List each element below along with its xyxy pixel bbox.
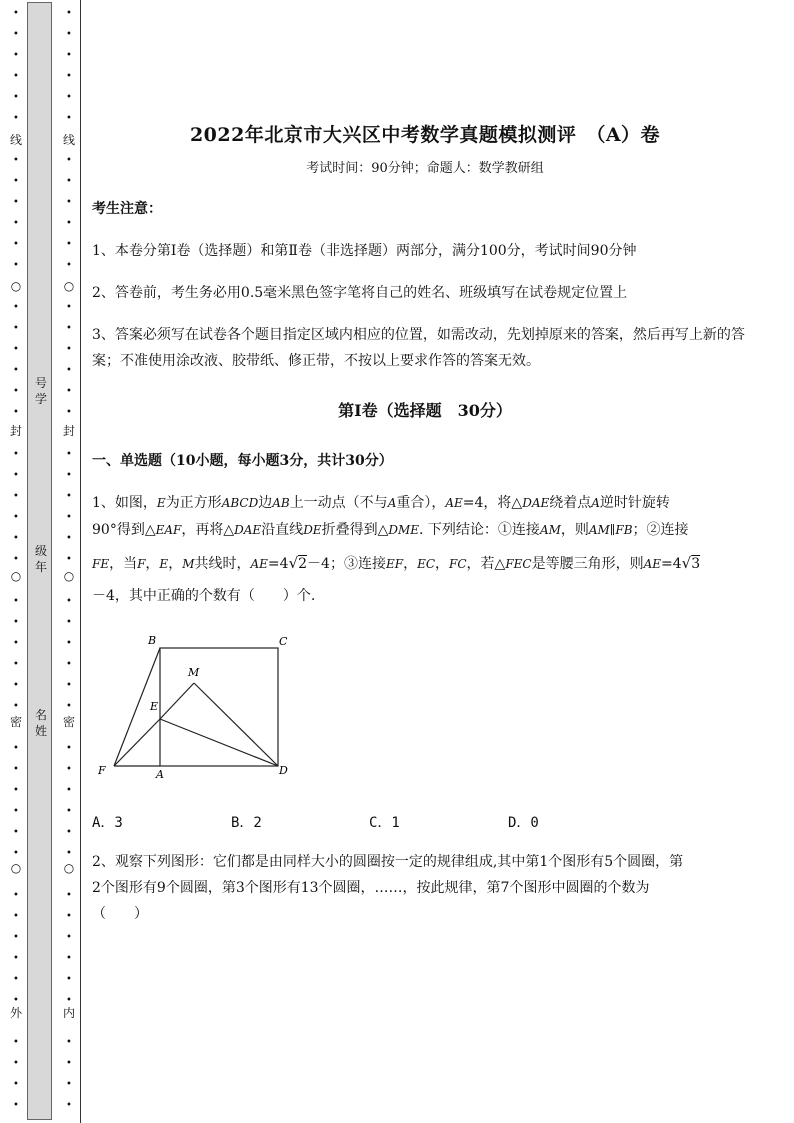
circle-mark: ○: [10, 279, 22, 293]
segment-em: [160, 683, 194, 719]
dot-mark: •: [66, 785, 72, 796]
dot-mark: •: [66, 218, 72, 229]
dot-mark: •: [13, 743, 19, 754]
dot-mark: •: [66, 8, 72, 19]
question-1-option-d: D．0: [508, 815, 539, 831]
dot-mark: •: [13, 8, 19, 19]
dot-mark: •: [13, 197, 19, 208]
page-title: 2022年北京市大兴区中考数学真题模拟测评 （A）卷: [189, 124, 661, 146]
dot-mark: •: [66, 449, 72, 460]
circle-mark: ○: [10, 861, 22, 875]
section-title: 第Ⅰ卷（选择题 30分）: [338, 401, 512, 420]
dot-mark: •: [13, 785, 19, 796]
dot-mark: •: [13, 848, 19, 859]
point-label: A: [156, 768, 164, 781]
dot-mark: •: [66, 365, 72, 376]
dot-mark: •: [66, 953, 72, 964]
dot-mark: •: [66, 239, 72, 250]
dot-mark: •: [66, 1100, 72, 1111]
circle-mark: ○: [63, 279, 75, 293]
binding-label: 内: [63, 1006, 76, 1020]
binding-label: 封: [63, 424, 76, 438]
point-label: F: [98, 764, 106, 777]
dot-mark: •: [66, 974, 72, 985]
circle-mark: ○: [10, 569, 22, 583]
dot-mark: •: [66, 71, 72, 82]
dot-mark: •: [13, 155, 19, 166]
point-label: B: [148, 634, 157, 647]
dot-mark: •: [13, 71, 19, 82]
dot-mark: •: [13, 638, 19, 649]
binding-label: 封: [10, 424, 23, 438]
dot-mark: •: [13, 932, 19, 943]
binding-label: 外: [10, 1006, 23, 1020]
binding-label: 线: [10, 133, 23, 147]
question-1-line-4: －4，其中正确的个数有（ ）个.: [92, 588, 316, 604]
dot-mark: •: [66, 911, 72, 922]
dot-mark: •: [66, 260, 72, 271]
dot-mark: •: [66, 932, 72, 943]
dot-mark: •: [13, 302, 19, 313]
dot-mark: •: [66, 680, 72, 691]
grade-field-label: 级年: [34, 544, 47, 574]
dot-mark: •: [66, 617, 72, 628]
name-field-label: 名姓: [34, 708, 47, 738]
notice-item-2: 2、答卷前，考生务必用0.5毫米黑色签字笔将自己的姓名、班级填写在试卷规定位置上: [92, 285, 628, 301]
dot-mark: •: [13, 113, 19, 124]
question-2-line-1: 2、观察下列图形：它们都是由同样大小的圆圈按一定的规律组成,其中第1个图形有5个圆圈，第: [92, 854, 684, 870]
dot-mark: •: [13, 323, 19, 334]
point-label: E: [150, 700, 159, 713]
point-label: D: [279, 764, 288, 777]
dot-mark: •: [66, 1058, 72, 1069]
dot-mark: •: [13, 701, 19, 712]
dot-mark: •: [13, 239, 19, 250]
dot-mark: •: [13, 1100, 19, 1111]
binding-label: 密: [10, 715, 23, 729]
part-heading: 一、单选题（10小题，每小题3分，共计30分）: [92, 453, 393, 469]
question-1-line-1: 1、如图，E为正方形ABCD边AB上一动点（不与A重合），AE=4，将△DAE绕着点A逆时针旋转: [92, 495, 670, 511]
dot-mark: •: [13, 533, 19, 544]
binding-frame-line: [80, 0, 81, 1123]
dot-mark: •: [66, 554, 72, 565]
dot-mark: •: [66, 827, 72, 838]
question-1-option-c: C．1: [369, 815, 400, 831]
student-id-field-label: 号学: [34, 376, 47, 406]
dot-mark: •: [66, 1079, 72, 1090]
question-1-figure: [92, 628, 322, 788]
dot-mark: •: [13, 1079, 19, 1090]
dot-mark: •: [66, 806, 72, 817]
dot-mark: •: [66, 491, 72, 502]
dot-mark: •: [13, 449, 19, 460]
dot-mark: •: [13, 50, 19, 61]
dot-mark: •: [66, 407, 72, 418]
dot-mark: •: [66, 92, 72, 103]
question-1-option-a: A．3: [92, 815, 123, 831]
dot-mark: •: [13, 827, 19, 838]
dot-mark: •: [66, 29, 72, 40]
dot-mark: •: [66, 995, 72, 1006]
dot-mark: •: [13, 680, 19, 691]
dot-mark: •: [13, 596, 19, 607]
dot-mark: •: [66, 1037, 72, 1048]
dot-mark: •: [13, 1058, 19, 1069]
dot-mark: •: [66, 113, 72, 124]
dot-mark: •: [13, 554, 19, 565]
exam-info: 考试时间：90分钟；命题人：数学教研组: [306, 161, 544, 176]
notice-item-3: 3、答案必须写在试卷各个题目指定区域内相应的位置，如需改动，先划掉原来的答案，然后再写上新的答案；不准使用涂改液、胶带纸、修正带，不按以上要求作答的答案无效。: [92, 327, 745, 369]
binding-label: 密: [63, 715, 76, 729]
notice-heading: 考生注意：: [92, 201, 162, 217]
notice-item-1: 1、本卷分第Ⅰ卷（选择题）和第Ⅱ卷（非选择题）两部分，满分100分，考试时间90分钟: [92, 243, 637, 259]
dot-mark: •: [13, 995, 19, 1006]
question-1-line-3: FE，当F，E，M共线时，AE=4√2－4；③连接EF，EC，FC，若△FEC是等腰三角形，则AE=4√3: [92, 554, 701, 572]
binding-label: 线: [63, 133, 76, 147]
point-label: C: [279, 635, 288, 648]
dot-mark: •: [66, 197, 72, 208]
dot-mark: •: [13, 512, 19, 523]
inner-dotted-line: [63, 0, 75, 1123]
dot-mark: •: [66, 596, 72, 607]
outer-dotted-line: [10, 0, 22, 1123]
dot-mark: •: [13, 407, 19, 418]
question-1-line-2: 90°得到△EAF，再将△DAE沿直线DE折叠得到△DME. 下列结论：①连接AM，则AM∥FB；②连接: [92, 522, 689, 538]
dot-mark: •: [66, 470, 72, 481]
dot-mark: •: [13, 806, 19, 817]
dot-mark: •: [13, 659, 19, 670]
dot-mark: •: [66, 344, 72, 355]
question-1-option-b: B．2: [231, 815, 262, 831]
dot-mark: •: [13, 218, 19, 229]
dot-mark: •: [13, 974, 19, 985]
dot-mark: •: [66, 512, 72, 523]
point-label: M: [188, 666, 200, 679]
dot-mark: •: [66, 323, 72, 334]
dot-mark: •: [13, 764, 19, 775]
dot-mark: •: [13, 890, 19, 901]
dot-mark: •: [66, 701, 72, 712]
segment-fe: [114, 719, 160, 766]
dot-mark: •: [13, 953, 19, 964]
circle-mark: ○: [63, 861, 75, 875]
question-2-line-2: 2个图形有9个圆圈，第3个图形有13个圆圈，……，按此规律，第7个图形中圆圈的个数为: [92, 880, 650, 896]
dot-mark: •: [66, 176, 72, 187]
dot-mark: •: [66, 764, 72, 775]
dot-mark: •: [66, 155, 72, 166]
dot-mark: •: [13, 176, 19, 187]
dot-mark: •: [66, 50, 72, 61]
dot-mark: •: [13, 491, 19, 502]
dot-mark: •: [66, 890, 72, 901]
circle-mark: ○: [63, 569, 75, 583]
segment-ed: [160, 719, 278, 766]
dot-mark: •: [66, 659, 72, 670]
dot-mark: •: [13, 344, 19, 355]
dot-mark: •: [13, 617, 19, 628]
dot-mark: •: [66, 533, 72, 544]
dot-mark: •: [13, 1037, 19, 1048]
dot-mark: •: [66, 743, 72, 754]
dot-mark: •: [13, 365, 19, 376]
dot-mark: •: [66, 638, 72, 649]
dot-mark: •: [66, 848, 72, 859]
dot-mark: •: [13, 470, 19, 481]
dot-mark: •: [13, 386, 19, 397]
dot-mark: •: [13, 92, 19, 103]
dot-mark: •: [13, 911, 19, 922]
dot-mark: •: [13, 29, 19, 40]
dot-mark: •: [13, 260, 19, 271]
dot-mark: •: [66, 386, 72, 397]
question-2-line-3: （ ）: [92, 906, 148, 922]
segment-md: [194, 683, 278, 766]
dot-mark: •: [66, 302, 72, 313]
